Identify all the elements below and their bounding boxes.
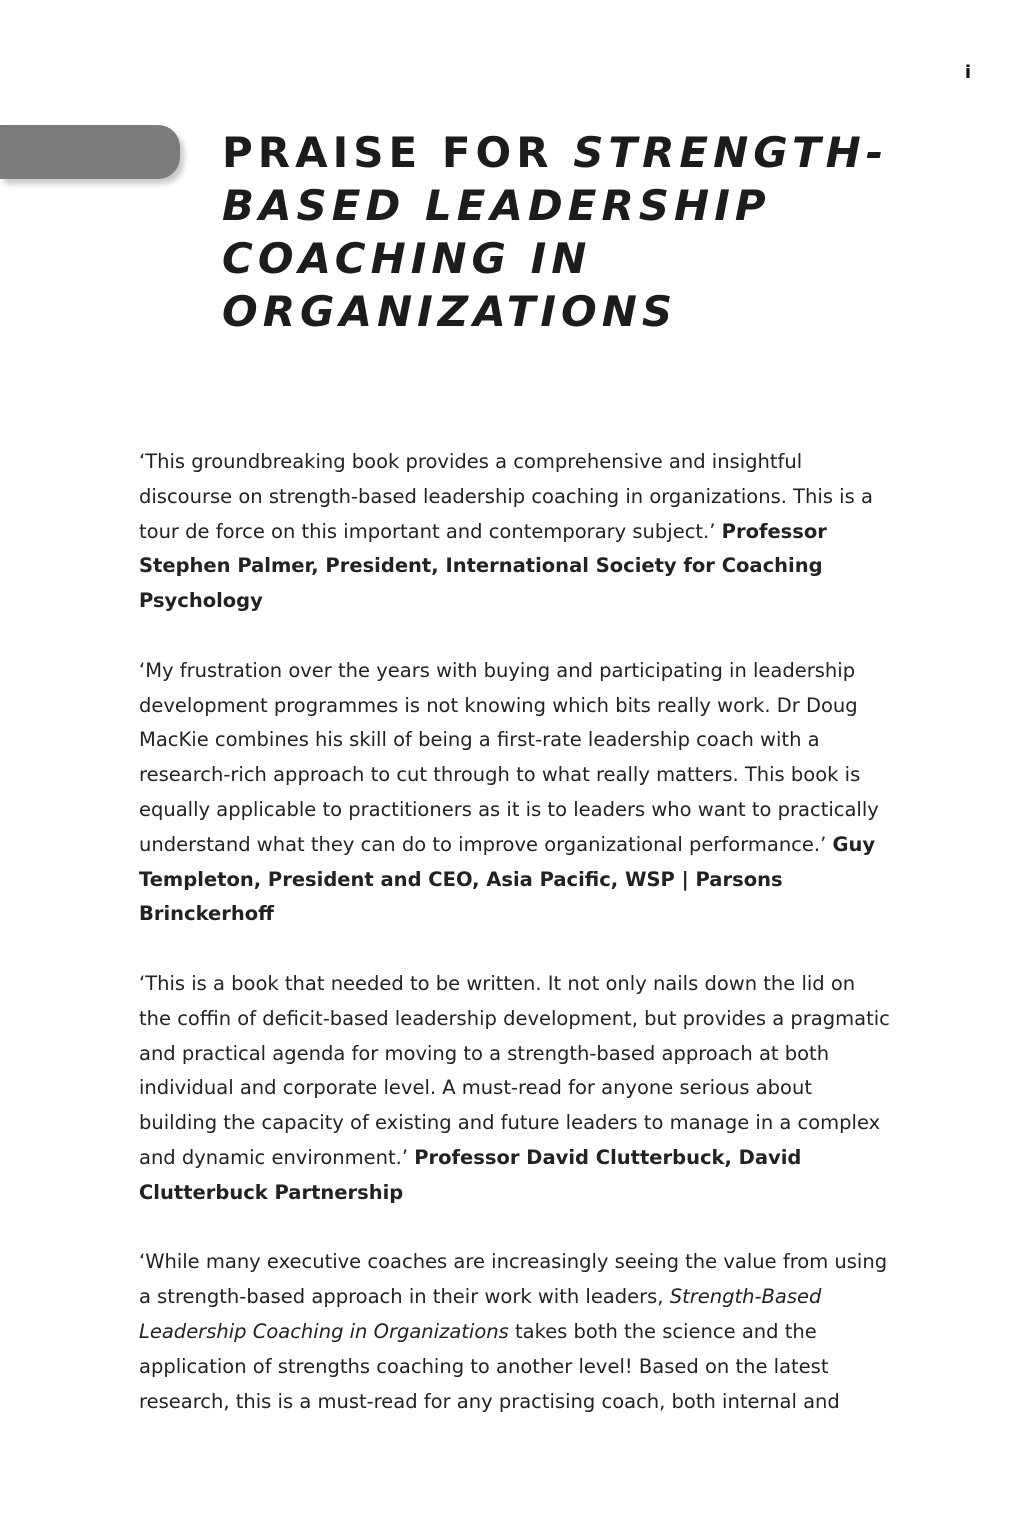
quote-book-title: Strength-Based Leadership Coaching in Organizations — [139, 1285, 822, 1343]
quote-attribution: Professor David Clutterbuck, David Clutterbuck Partnership — [139, 1145, 802, 1204]
quote-text: ‘This is a book that needed to be written. It not only nails down the lid on the coffin of deficit-based leadership development, but provides a pragmatic and practical agenda for moving to a strength-based approach at both individual and corporate level. A must-read for anyone serious about building the capacity of existing and future leaders to manage in a complex and dynamic environment.’ — [139, 971, 890, 1169]
praise-quote — [139, 654, 891, 932]
quote-attribution: Professor Stephen Palmer, President, International Society for Coaching Psychology — [139, 519, 827, 613]
quote-text: ‘This groundbreaking book provides a comprehensive and insightful discourse on strength-based leadership coaching in organizations. This is a tour de force on this important and contemporary subject.’ — [139, 450, 873, 543]
page-number: i — [964, 62, 972, 83]
praise-quote — [139, 445, 891, 619]
quote-attribution: Guy Templeton, President and CEO, Asia Pacific, WSP | Parsons Brinckerhoff — [139, 832, 876, 926]
quote-text: takes both the science and the application of strengths coaching to another level! Based on the latest research, this is a must-read for any practising coach, both internal and — [139, 1319, 840, 1413]
praise-quotes — [139, 445, 891, 1454]
praise-quote — [139, 967, 891, 1211]
praise-quote — [139, 1245, 891, 1419]
chapter-tab-marker — [0, 125, 180, 179]
quote-text: ‘While many executive coaches are increasingly seeing the value from using a strength-based approach in their work with leaders, — [139, 1250, 888, 1309]
quote-text: ‘My frustration over the years with buying and participating in leadership development programmes is not knowing which bits really work. Dr Doug MacKie combines his skill of being a first-rate leadership coach with a research-rich approach to cut through to what really matters. This book is equally applicable to practitioners as it is to leaders who want to practically understand what they can do to improve organizational performance.’ — [139, 658, 879, 856]
title-prefix: PRAISE FOR — [222, 128, 574, 177]
page-title — [222, 126, 942, 338]
title-book-name: STRENGTH-BASED LEADERSHIP COACHING IN ORGANIZATIONS — [222, 128, 889, 336]
